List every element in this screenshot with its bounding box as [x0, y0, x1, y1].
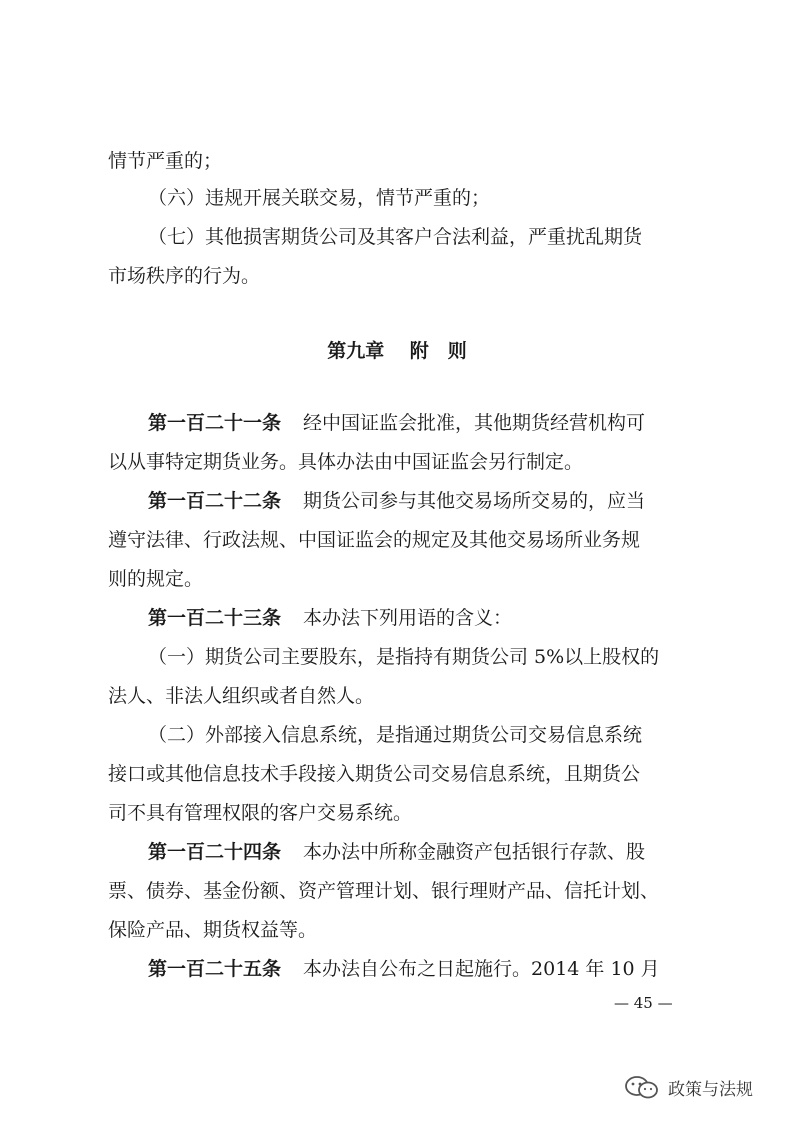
text-line: 则的规定。: [108, 568, 204, 590]
article-121: [148, 410, 645, 436]
text-line: 遵守法律、行政法规、中国证监会的规定及其他交易场所业务规: [108, 529, 641, 551]
article-125: [148, 956, 660, 982]
page-number: — 45 —: [614, 994, 673, 1012]
article-label: 第一百二十二条: [148, 490, 282, 512]
article-label: 第一百二十一条: [148, 412, 282, 434]
article-label: 第一百二十五条: [148, 958, 282, 980]
article-122: [148, 488, 645, 514]
text-line: （二）外部接入信息系统，是指通过期货公司交易信息系统: [148, 724, 643, 746]
text-line: （一）期货公司主要股东，是指持有期货公司 5%以上股权的: [148, 646, 660, 668]
article-text: 本办法下列用语的含义：: [303, 607, 513, 629]
text-line: 市场秩序的行为。: [108, 265, 261, 287]
text-line: 情节严重的；: [108, 150, 223, 172]
text-line: （六）违规开展关联交易，情节严重的；: [148, 187, 491, 209]
article-text: 本办法中所称金融资产包括银行存款、股: [303, 841, 646, 863]
article-label: 第一百二十四条: [148, 841, 282, 863]
watermark-text: 政策与法规: [668, 1079, 753, 1100]
chapter-title: 第九章 附 则: [327, 340, 467, 362]
article-text: 经中国证监会批准，其他期货经营机构可: [303, 412, 646, 434]
article-label: 第一百二十三条: [148, 607, 282, 629]
text-line: 保险产品、期货权益等。: [108, 919, 318, 941]
article-123: [148, 605, 512, 631]
text-line: 以从事特定期货业务。具体办法由中国证监会另行制定。: [108, 451, 584, 473]
text-line: 票、债券、基金份额、资产管理计划、银行理财产品、信托计划、: [108, 880, 660, 902]
watermark: [622, 1074, 753, 1100]
text-line: 接口或其他信息技术手段接入期货公司交易信息系统，且期货公: [108, 763, 641, 785]
text-line: 法人、非法人组织或者自然人。: [108, 685, 375, 707]
wechat-icon: [622, 1074, 662, 1100]
text-line: （七）其他损害期货公司及其客户合法利益，严重扰乱期货: [148, 226, 643, 248]
article-text: 期货公司参与其他交易场所交易的，应当: [303, 490, 646, 512]
article-text: 本办法自公布之日起施行。2014 年 10 月: [303, 958, 660, 980]
text-line: 司不具有管理权限的客户交易系统。: [108, 802, 413, 824]
article-124: [148, 839, 645, 865]
